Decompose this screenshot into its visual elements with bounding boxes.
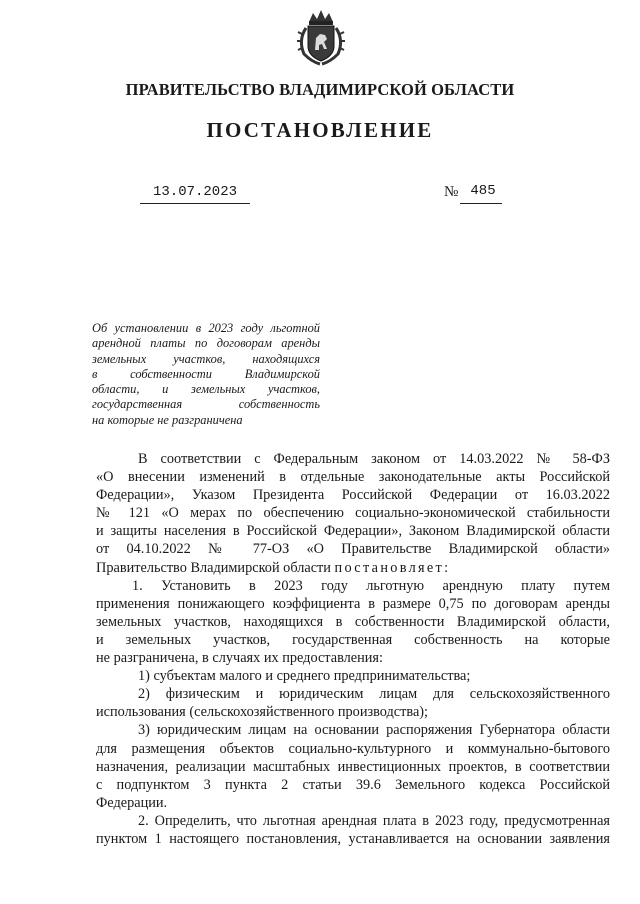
body-line: «О внесении изменений в отдельные законодательные акты Российской [96, 469, 610, 486]
body-line: 2. Определить, что льготная арендная плата в 2023 году, предусмотренная [138, 812, 610, 829]
body-line: В соответствии с Федеральным законом от 14.03.2022 № 58-ФЗ [138, 451, 610, 467]
subject-line: области, и земельных участков, [92, 382, 320, 397]
body-line: от 04.10.2022 № 77-ОЗ «О Правительстве Владимирской области» [96, 541, 610, 558]
sub-item-2 [96, 685, 610, 721]
document-body [96, 450, 610, 848]
item-2-paragraph [96, 812, 610, 848]
body-line: применения понижающего коэффициента в размере 0,75 по договорам аренды [96, 595, 610, 612]
body-line: пунктом 1 настоящего постановления, устанавливается на основании заявления [96, 830, 610, 847]
body-line: не разграничена, в случаях их предоставления: [96, 650, 383, 667]
body-line [96, 559, 610, 577]
coat-of-arms-icon [296, 8, 346, 66]
body-line: земельных участков, находящихся в собственности Владимирской области, [96, 613, 610, 630]
subject-line: земельных участков, находящихся [92, 351, 320, 366]
document-date: 13.07.2023 [152, 184, 237, 200]
body-line: 2) физическим и юридическим лицам для сельскохозяйственного [138, 686, 610, 703]
body-line: 3) юридическим лицам на основании распоряжения Губернатора области [138, 722, 610, 739]
body-line: для размещения объектов социально-культурного и коммунально-бытового [96, 740, 610, 757]
organization-name: ПРАВИТЕЛЬСТВО ВЛАДИМИРСКОЙ ОБЛАСТИ [125, 80, 515, 99]
subject-line: государственная собственность [92, 397, 320, 412]
decree-word: постановляет: [334, 559, 451, 576]
number-sign: № [444, 184, 459, 200]
subject-line: арендной платы по договорам аренды [92, 336, 320, 351]
subject-line: Об установлении в 2023 году льготной [92, 321, 320, 335]
body-line: использования (сельскохозяйственного производства); [96, 704, 429, 721]
number-underline [460, 203, 502, 204]
date-underline [140, 203, 250, 204]
document-subject [92, 321, 320, 428]
body-line: и земельных участков, государственная собственность на которые [96, 631, 610, 648]
document-number: 485 [470, 183, 496, 199]
subject-line: на которые не разграничена [92, 412, 243, 427]
document-type: ПОСТАНОВЛЕНИЕ [206, 118, 434, 142]
preamble-closing: Правительство Владимирской области [96, 559, 331, 576]
preamble-paragraph [96, 450, 610, 577]
body-line: Федерации. [96, 794, 168, 811]
sub-item-1: 1) субъектам малого и среднего предпринимательства; [138, 668, 471, 685]
item-1-paragraph [96, 577, 610, 667]
sub-item-3 [96, 721, 610, 811]
subject-line: в собственности Владимирской [92, 366, 320, 381]
body-line: 1. Установить в 2023 году льготную арендную плату путем [132, 577, 610, 594]
body-line: назначения, реализации масштабных инвестиционных проектов, в соответствии [96, 758, 610, 775]
body-line: с подпунктом 3 пункта 2 статьи 39.6 Земельного кодекса Российской [96, 776, 610, 793]
body-line: № 121 «О мерах по обеспечению социально-экономической стабильности [96, 505, 610, 522]
body-line: и защиты населения в Российской Федерации», Законом Владимирской области [96, 523, 610, 540]
body-line: Федерации», Указом Президента Российской Федерации от 16.03.2022 [96, 487, 610, 504]
